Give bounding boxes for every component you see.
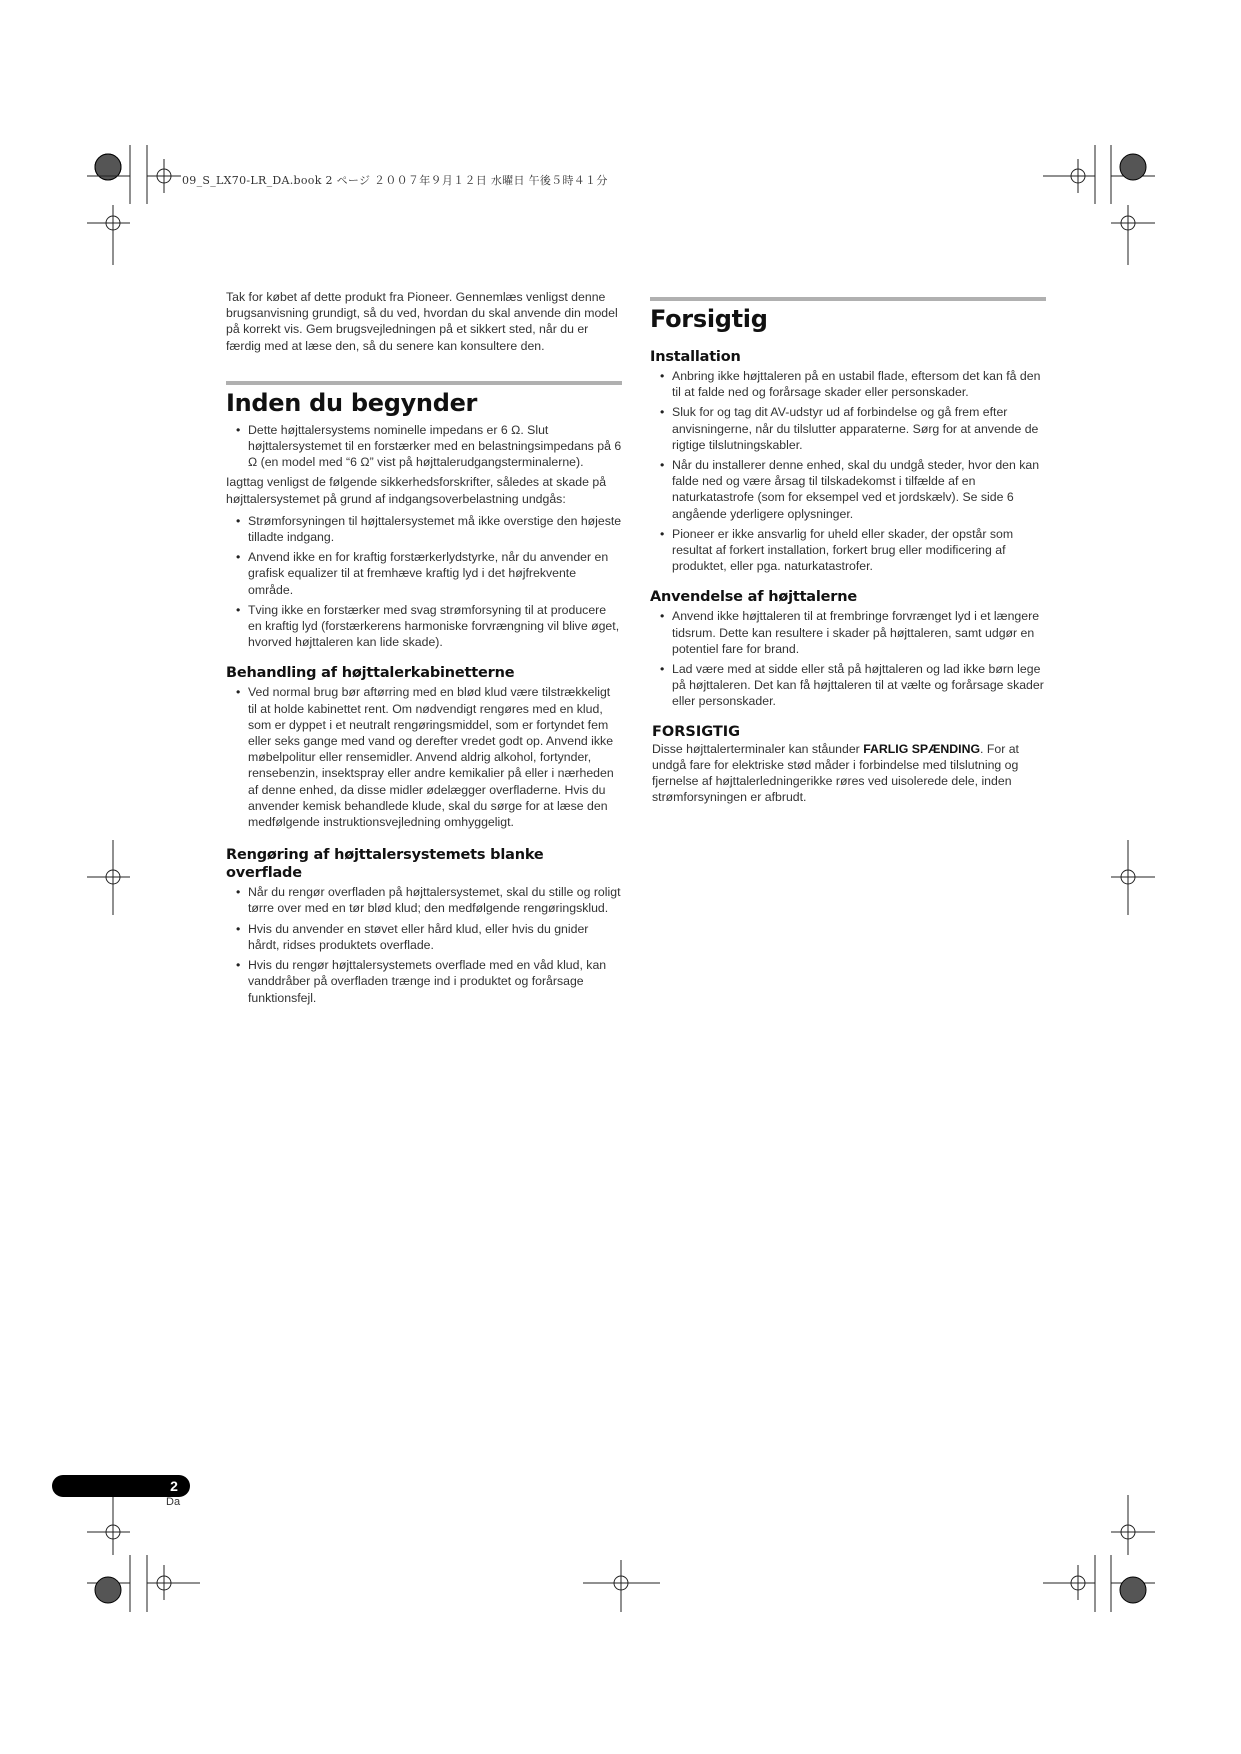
subsection-title-installation: Installation [650, 349, 741, 365]
usage-list [650, 608, 1046, 709]
subsection-title-surface: Rengøring af højttalersystemets blanke overflade [226, 847, 544, 882]
section-title-before-start: Inden du begynder [226, 388, 478, 417]
list-item: • Anvend ikke en for kraftig forstærkerlydstyrke, når du anvender en grafisk equalizer til at fremhæve kraftig lyd i det højfrekvente område. [226, 549, 622, 598]
right-column [650, 297, 1046, 806]
list-item: • Pioneer er ikke ansvarlig for uheld eller skader, der opstår som resultat af forkert installation, forkert brug eller modificering af produktet, eller pga. naturkatastrofer. [650, 526, 1046, 575]
installation-list [650, 368, 1046, 574]
caution-title: FORSIGTIG [652, 723, 741, 740]
list-item: • Ved normal brug bør aftørring med en blød klud være tilstrækkeligt til at holde kabinettet rent. Om nødvendigt rengøres med en klud, som er dyppet i et neutralt rengøringsmiddel, som er fortyndet fem eller seks gange med vand og derefter vredet godt op. Anvend ikke møbelpolitur eller rensemidler. Anvend aldrig alkohol, fortynder, rensebenzin, insektspray eller andre kemikalier på eller i nærheden af denne enhed, da disse midler ødelægger overfladerne. Hvis du anvender kemisk behandlede klude, skal du sørge for at læse den medfølgende instruktionsvejledning omhyggeligt. [226, 684, 622, 830]
list-item: • Sluk for og tag dit AV-udstyr ud af forbindelse og gå frem efter anvisningerne, når du tilslutter apparaterne. Sørg for at anvende de rigtige tilslutningskabler. [650, 404, 1046, 453]
crosshair-mark-middle-right [1111, 840, 1155, 915]
surface-list [226, 884, 622, 1005]
list-item: • Lad være med at sidde eller stå på højttaleren og lad ikke børn lege på højttaleren. Det kan få højttaleren til at vælte og forårsage skader eller personskader. [650, 661, 1046, 710]
crosshair-mark-middle-left [87, 840, 130, 915]
starburst-mark-bottom-right [1120, 1577, 1146, 1603]
list-item: • Strømforsyningen til højttalersystemet må ikke overstige den højeste tilladte indgang. [226, 513, 622, 545]
starburst-mark-top-right [1120, 154, 1146, 180]
list-item: • Når du installerer denne enhed, skal du undgå steder, hvor den kan falde ned og være årsag til tilskadekomst i tilfælde af en naturkatastrofe (som for eksempel ved et jordskælv). Se side 6 angående yderligere oplysninger. [650, 457, 1046, 522]
list-item: • Anvend ikke højttaleren til at frembringe forvrænget lyd i et længere tidsrum. Dette kan resultere i skader på højttaleren, samt udgør en potentiel fare for brand. [650, 608, 1046, 657]
caution-text-post: . For at undgå fare for elektriske stød måder i forbindelse med tilslutning og fjernelse af højttalerledningerikke røres ved uisolerede dele, inden strømforsyningen er afbrudt. [652, 741, 1019, 805]
list-item: • Hvis du anvender en støvet eller hård klud, eller hvis du gnider hårdt, ridses produktets overflade. [226, 921, 622, 953]
subsection-title-cabinet: Behandling af højttalerkabinetterne [226, 665, 515, 682]
intro-paragraph: Tak for købet af dette produkt fra Pioneer. Gennemlæs venligst denne brugsanvisning grundigt, så du ved, hvordan du skal anvende din model på korrekt vis. Gem brugsvejledningen på et sikkert sted, når du er færdig med at læse den, så du senere kan konsultere den. [226, 290, 618, 353]
caution-text-warning: FARLIG SPÆNDING [863, 741, 981, 756]
starburst-mark-bottom-left [95, 1577, 121, 1603]
caution-text [652, 741, 1046, 806]
cabinet-list [226, 684, 622, 830]
crosshair-mark-bottom-center [583, 1560, 660, 1612]
list-item: • Tving ikke en forstærker med svag strømforsyning til at producere en kraftig lyd (forstærkerens harmoniske forvrængning vil blive øget, hvorved højttaleren kan lide skade). [226, 602, 622, 651]
list-item: • Hvis du rengør højttalersystemets overflade med en våd klud, kan vanddråber på overfladen trænge ind i produktet og forårsage funktionsfejl. [226, 957, 622, 1006]
list-item: • Når du rengør overfladen på højttalersystemet, skal du stille og roligt tørre over med en tør blød klud; den medfølgende rengøringsklud. [226, 884, 622, 916]
caution-text-pre: Disse højttalerterminaler kan ståunder [652, 741, 864, 756]
page-language: Da [166, 1496, 181, 1508]
safety-list [226, 513, 622, 651]
left-column [226, 289, 622, 1010]
safety-paragraph: Iagttag venligst de følgende sikkerhedsforskrifter, således at skade på højttalersystemet på grund af indgangsoverbelastning undgås: [226, 475, 607, 506]
list-item: • Anbring ikke højttaleren på en ustabil flade, eftersom det kan få den til at falde ned og forårsage skader eller personskader. [650, 368, 1046, 400]
file-info-header: 09_S_LX70-LR_DA.book 2 ページ ２００７年９月１２日 水曜日 午後５時４１分 [182, 174, 608, 187]
subsection-title-usage: Anvendelse af højttalerne [650, 589, 858, 606]
list-item: • Dette højttalersystems nominelle impedans er 6 Ω. Slut højttalersystemet til en forstærker med en belastningsimpedans på 6 Ω (en model med “6 Ω” vist på højttalerudgangsterminalerne). [226, 422, 622, 471]
page-number: 2 [170, 1478, 178, 1494]
section-title-caution: Forsigtig [650, 305, 768, 333]
impedance-list [226, 422, 622, 471]
